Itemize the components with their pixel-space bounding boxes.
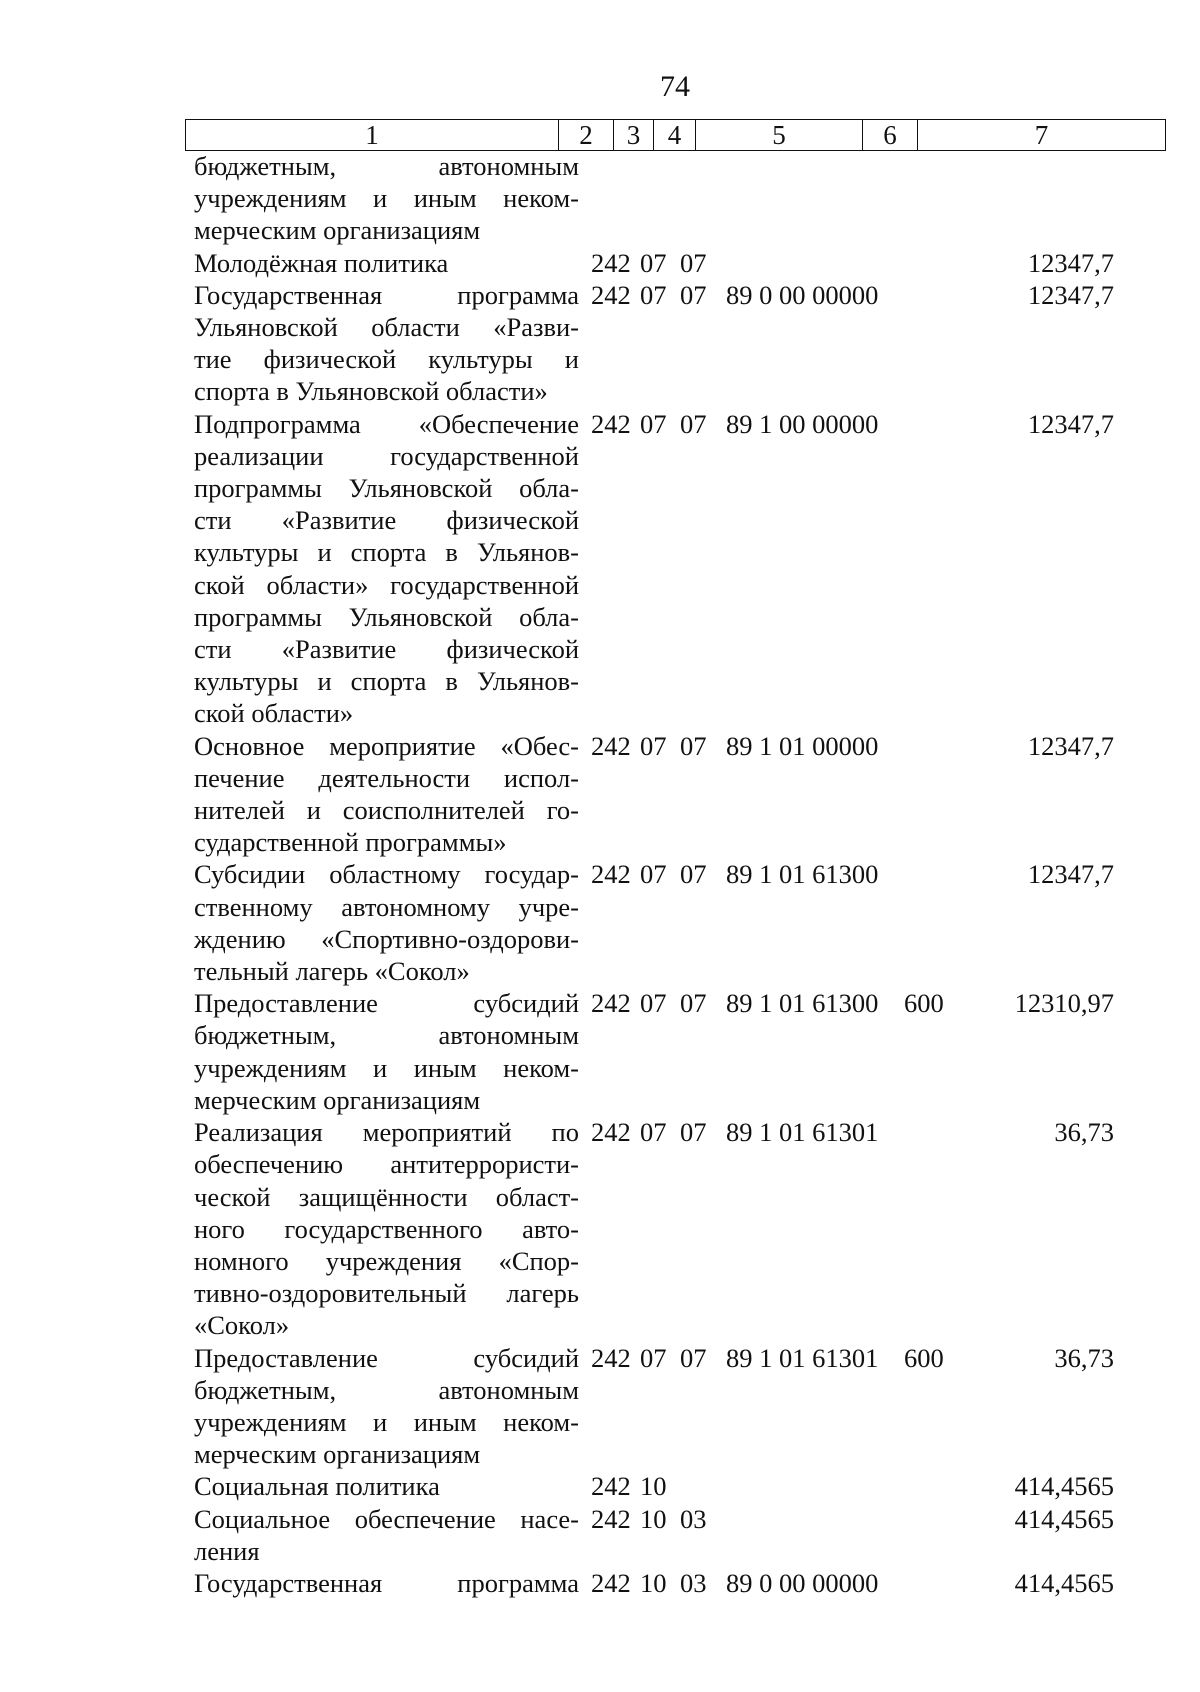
description-line: Основное мероприятие «Обес- [194,730,579,761]
header-col-3: 3 [614,120,654,151]
description-line: культуры и спорта в Ульянов- [194,537,579,568]
row-col-2: 242 [591,859,631,890]
description-line: учреждениям и иным неком- [194,183,579,214]
description-line: Социальное обеспечение насе- [194,1503,579,1534]
row-col-4: 07 [680,408,707,439]
row-col-2: 242 [591,279,631,310]
row-description [194,279,579,408]
description-line: Предоставление субсидий [194,988,579,1019]
row-col-6 [904,858,964,987]
row-col-2: 242 [591,1342,631,1373]
description-line: сударственной программы» [194,827,507,858]
header-col-1: 1 [186,120,559,151]
description-line: мерческим организациям [194,215,481,246]
row-col-6 [904,1567,964,1599]
row-col-7: 414,4565 [1014,1503,1114,1534]
row-description [194,1567,579,1599]
description-line: ской области» [194,698,354,729]
row-col-7: 12310,97 [1014,988,1114,1019]
header-col-4: 4 [654,120,696,151]
row-col-4: 07 [680,279,707,310]
row-col-6 [904,1470,964,1502]
description-line: ления [194,1535,260,1566]
row-col-2: 242 [591,1503,631,1534]
description-line: Подпрограмма «Обеспечение [194,408,579,439]
row-col-6 [904,730,964,859]
row-col-5: 89 0 00 00000 [726,279,879,310]
description-line: ственному автономному учре- [194,891,579,922]
description-line: Предоставление субсидий [194,1342,579,1373]
description-line: Реализация мероприятий по [194,1117,579,1148]
row-col-2: 242 [591,1567,631,1598]
table-body [194,150,1154,1599]
row-col-4: 03 [680,1567,707,1598]
row-col-5: 89 1 00 00000 [726,408,879,439]
header-col-7: 7 [918,120,1166,151]
row-col-6 [904,247,964,279]
row-col-6: 600 [904,988,944,1019]
table-row [194,858,1154,987]
row-col-7: 414,4565 [1014,1567,1114,1598]
description-line: тельный лагерь «Сокол» [194,956,470,987]
row-col-5 [722,150,904,247]
row-description [194,247,579,279]
row-col-5: 89 1 01 61300 [726,859,879,890]
row-col-2: 242 [591,988,631,1019]
row-description [194,1503,579,1567]
description-line: Социальная политика [194,1471,440,1502]
row-col-3: 10 [640,1567,667,1598]
description-line: ждению «Спортивно-оздорови- [194,923,579,954]
row-col-7: 414,4565 [1014,1471,1114,1502]
row-col-2: 242 [591,408,631,439]
row-col-3: 10 [640,1503,667,1534]
row-description [194,408,579,730]
row-col-3: 07 [640,247,667,278]
row-col-4: 03 [680,1503,707,1534]
description-line: ного государственного авто- [194,1213,579,1244]
row-col-4: 07 [680,247,707,278]
description-line: учреждениям и иным неком- [194,1052,579,1083]
row-col-4: 07 [680,988,707,1019]
row-col-6 [904,1116,964,1341]
description-line: Ульяновской области «Разви- [194,312,579,343]
row-col-3: 07 [640,730,667,761]
row-col-2: 242 [591,730,631,761]
table-row [194,247,1154,279]
row-col-5 [722,1503,904,1567]
row-col-3: 07 [640,859,667,890]
row-col-3: 07 [640,988,667,1019]
description-line: Государственная программа [194,1567,579,1598]
row-col-2 [579,150,638,247]
table-row [194,987,1154,1116]
row-col-3: 07 [640,1117,667,1148]
description-line: мерческим организациям [194,1439,481,1470]
description-line: ской области» государственной [194,569,579,600]
row-col-7: 12347,7 [1027,408,1114,439]
description-line: спорта в Ульяновской области» [194,376,548,407]
description-line: учреждениям и иным неком- [194,1406,579,1437]
description-line: программы Ульяновской обла- [194,601,579,632]
row-col-7 [964,150,1114,247]
row-col-7: 12347,7 [1027,859,1114,890]
description-line: нителей и соисполнителей го- [194,795,579,826]
row-col-5: 89 1 01 61301 [726,1117,879,1148]
row-col-6 [904,408,964,730]
row-col-3: 10 [640,1471,667,1502]
description-line: бюджетным, автономным [194,1374,579,1405]
description-line: бюджетным, автономным [194,151,579,181]
row-col-5: 89 1 01 61301 [726,1342,879,1373]
table-row [194,730,1154,859]
row-col-6 [904,279,964,408]
row-col-3 [638,150,680,247]
description-line: печение деятельности испол- [194,762,579,793]
row-col-4: 07 [680,730,707,761]
row-col-2: 242 [591,1117,631,1148]
row-col-2: 242 [591,1471,631,1502]
header-col-5: 5 [696,120,863,151]
row-col-5: 89 1 01 61300 [726,988,879,1019]
row-description [194,1342,579,1471]
row-col-5: 89 1 01 00000 [726,730,879,761]
row-col-5 [722,247,904,279]
table-row [194,1503,1154,1567]
row-col-6: 600 [904,1342,944,1373]
table-row [194,1470,1154,1502]
row-col-4 [680,150,722,247]
row-col-4 [680,1470,722,1502]
description-line: обеспечению антитеррористи- [194,1149,579,1180]
row-col-4: 07 [680,1117,707,1148]
header-col-2: 2 [559,120,614,151]
description-line: номного учреждения «Спор- [194,1245,579,1276]
row-col-6 [904,150,964,247]
description-line: бюджетным, автономным [194,1020,579,1051]
row-col-3: 07 [640,408,667,439]
row-col-7: 12347,7 [1027,247,1114,278]
row-col-4: 07 [680,1342,707,1373]
row-col-6 [904,1503,964,1567]
description-line: Субсидии областному государ- [194,859,579,890]
description-line: программы Ульяновской обла- [194,473,579,504]
table-row [194,408,1154,730]
table-row [194,1342,1154,1471]
description-line: «Сокол» [194,1310,290,1341]
row-col-5: 89 0 00 00000 [726,1567,879,1598]
row-col-3: 07 [640,279,667,310]
description-line: сти «Развитие физической [194,634,579,665]
description-line: мерческим организациям [194,1084,481,1115]
row-col-4: 07 [680,859,707,890]
description-line: Молодёжная политика [194,247,449,278]
row-col-7: 36,73 [1054,1117,1114,1148]
row-description [194,730,579,859]
description-line: реализации государственной [194,440,579,471]
description-line: сти «Развитие физической [194,505,579,536]
row-col-7: 36,73 [1054,1342,1114,1373]
row-col-7: 12347,7 [1027,279,1114,310]
row-col-2: 242 [591,247,631,278]
table-row [194,1567,1154,1599]
row-description [194,987,579,1116]
description-line: тивно-оздоровительный лагерь [194,1278,579,1309]
row-description [194,1116,579,1341]
row-description [194,1470,579,1502]
description-line: ческой защищённости област- [194,1181,579,1212]
row-description [194,150,579,247]
table-row [194,279,1154,408]
description-line: Государственная программа [194,279,579,310]
row-col-5 [722,1470,904,1502]
row-description [194,858,579,987]
table-row [194,1116,1154,1341]
table-header [185,119,1166,151]
description-line: тие физической культуры и [194,344,579,375]
row-col-7: 12347,7 [1027,730,1114,761]
table-row [194,150,1154,247]
row-col-3: 07 [640,1342,667,1373]
page-number: 74 [660,70,690,103]
header-col-6: 6 [863,120,918,151]
description-line: культуры и спорта в Ульянов- [194,666,579,697]
